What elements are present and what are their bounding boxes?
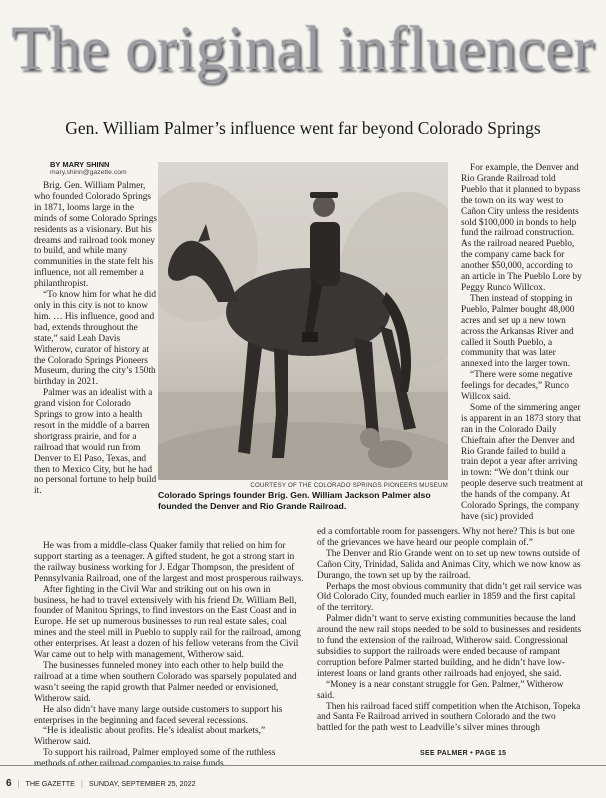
page-number: 6 — [6, 778, 12, 789]
paragraph: Some of the simmering anger is apparent in an 1873 story that ran in the Colorado Daily Chieftain after the Denver and Rio Grande failed to build a train depot a year after arriving in town: “We don’t think our people deserve such treatment at the hands of the company. At Colorado Springs, the company have (sic) provided — [461, 402, 583, 522]
byline-email[interactable]: mary.shinn@gazette.com — [50, 169, 127, 176]
paragraph: “There were some negative feelings for decades,” Runco Willcox said. — [461, 370, 573, 403]
paragraph: Brig. Gen. William Palmer, who founded Colorado Springs in 1871, looms large in the minds of some Colorado Springs residents as a visionary. But his dreams and railroad took money to build, and while many communities in the state felt his influence, not all remember a philanthropist. — [34, 181, 158, 290]
paragraph: He also didn’t have many large outside customers to support his enterprises in the beginning and faced several recessions. — [34, 704, 283, 726]
photo-caption: Colorado Springs founder Brig. Gen. William Jackson Palmer also founded the Denver and Rio Grande Railroad. — [158, 490, 431, 511]
byline: BY MARY SHINN — [50, 160, 110, 169]
paragraph: The Denver and Rio Grande went on to set up new towns outside of Cañon City, Trinidad, Salida and Animas City, which we now know as Durango, the town set up by the railroad. — [317, 548, 581, 581]
paragraph: To support his railroad, Palmer employed some of the ruthless — [43, 748, 276, 759]
publication-name: THE GAZETTE — [25, 779, 75, 788]
column-1 — [34, 181, 158, 497]
paragraph: “To know him for what he did only in this city is not to know him. … His influence, good and bad, extends throughout the state,” said Leah Davis Witherow, curator of history at the Colorado Springs Pioneers Museum, during the city’s 150th birthday in 2021. — [34, 290, 157, 388]
paragraph: For example, the Denver and Rio Grande Railroad told Pueblo that it planned to bypass the town on its way west to Cañon City unless the residents sold $100,000 in bonds to help fund the railroad construction. As the railroad neared Pueblo, the company came back for another $50,000, according to an article in The Pueblo Lore by Peggy Runco Willcox. — [461, 163, 582, 293]
paragraph: “Money is a near constant struggle for Gen. Palmer,” Witherow said. — [317, 679, 564, 701]
folio-separator: | — [17, 779, 20, 788]
paragraph: Perhaps the most obvious community that didn’t get rail service was Old Colorado City, founded much earlier in 1859 and the first capital of the territory. — [317, 581, 582, 614]
column-3 — [461, 163, 583, 523]
byline-block — [34, 160, 158, 183]
paragraph-continued: ed a comfortable room for passengers. Why not here? This is but one of the grievances we have heard our people complain of.” — [317, 527, 575, 548]
paragraph: The businesses funneled money into each other to help build the railroad at a time when southern Colorado was sparsely populated and wasn’t seeing the rapid growth that Palmer needed or envisioned, Witherow said. — [34, 660, 297, 704]
paragraph: “He is idealistic about profits. He’s idealist about markets,” Witherow said. — [34, 726, 266, 748]
paragraph: He was from a middle-class Quaker family that relied on him for support starting as a teenager. A gifted student, he got a strong start in the railway business working for J. Edgar Thompson, the president of Pennsylvania Railroad, one of the largest and most prosperous railways. — [34, 541, 304, 584]
paragraph: Palmer didn’t want to serve existing communities because the land around the new rail stops needed to be sold to businesses and residents to fund the extension of the railroad, Witherow said. Congressional subsidies to support the railroads were ended because of rampant corruption before Palmer started building, and he didn’t have low-interest loans or land grants other railroads had enjoyed, she said. — [317, 614, 582, 679]
paragraph: After fighting in the Civil War and striking out on his own in business, he had to travel extensively with his friend Dr. William Bell, founder of Manitou Springs, to find investors on the East Coast and in Europe. He set up numerous businesses to run real estate sales, coal mines and the steel mill in Pueblo to supply rail for the railroad, among other enterprises. At least a dozen of his fellow veterans from the Civil War came out to help with management, Witherow said. — [34, 584, 301, 661]
paragraph: Palmer was an idealist with a grand vision for Colorado Springs to grow into a health resort in the middle of a barren shortgrass prairie, and for a railroad that would run from Denver to El Paso, Texas, and then to Mexico City, but he had no personal fortune to help build it. — [34, 388, 157, 497]
paragraph: Then instead of stopping in Pueblo, Palmer bought 48,000 acres and set up a new town across the Arkansas River and called it South Pueblo, a community that was later annexed into the larger town. — [461, 293, 575, 370]
jump-line[interactable]: SEE PALMER • PAGE 15 — [420, 750, 507, 757]
deck-subhead: Gen. William Palmer’s influence went far beyond Colorado Springs — [65, 118, 541, 138]
bottom-right-column — [317, 527, 583, 734]
publication-date: SUNDAY, SEPTEMBER 25, 2022 — [88, 779, 196, 788]
folio — [6, 778, 196, 789]
paragraph: Then his railroad faced stiff competition when the Atchison, Topeka and Santa Fe Railroad arrived in southern Colorado and the two battled for the path west to Leadville’s silver mines through — [317, 701, 581, 734]
footer-rule — [0, 765, 606, 766]
bottom-left-column — [34, 541, 304, 770]
palmer-horse-photo — [158, 162, 448, 480]
folio-separator: | — [80, 779, 83, 788]
photo-illustration — [158, 162, 448, 480]
headline: The original influencer — [11, 15, 595, 83]
photo-credit: COURTESY OF THE COLORADO SPRINGS PIONEERS MUSEUM — [250, 482, 448, 489]
